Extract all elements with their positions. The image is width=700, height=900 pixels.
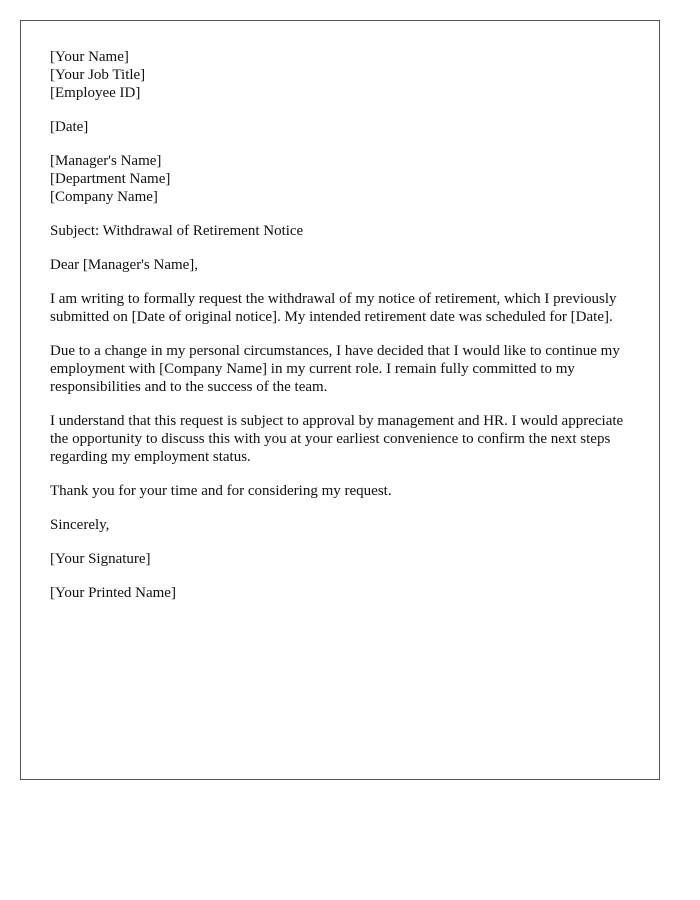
printed-name: [Your Printed Name] [50,585,176,601]
date-block [50,118,640,136]
body-paragraph-2: Due to a change in my personal circumstances, I have decided that I would like to continue my employment with [Company Name] in my current role. I remain fully committed to my responsibilities and to the success of the team. [50,343,620,395]
salutation: Dear [Manager's Name], [50,257,199,273]
body-paragraph-3: I understand that this request is subject to approval by management and HR. I would appreciate the opportunity to discuss this with you at your earliest convenience to confirm the next steps regarding my employment status. [50,413,624,465]
recipient-department: [Department Name] [50,171,171,187]
sender-name: [Your Name] [50,49,129,65]
recipient-block [50,152,640,206]
recipient-manager-name: [Manager's Name] [50,153,162,169]
subject-line: Subject: Withdrawal of Retirement Notice [50,223,304,239]
body-paragraph-4: Thank you for your time and for considering my request. [50,483,392,499]
letter-date: [Date] [50,119,89,135]
sender-job-title: [Your Job Title] [50,67,146,83]
sender-block [50,48,640,102]
letter-page [20,20,660,780]
signature-placeholder: [Your Signature] [50,551,151,567]
letter-body [50,48,640,618]
sender-employee-id: [Employee ID] [50,85,141,101]
recipient-company: [Company Name] [50,189,158,205]
body-paragraph-1: I am writing to formally request the withdrawal of my notice of retirement, which I previously submitted on [Date of original notice]. My intended retirement date was scheduled for [Date]. [50,291,617,325]
closing: Sincerely, [50,517,110,533]
